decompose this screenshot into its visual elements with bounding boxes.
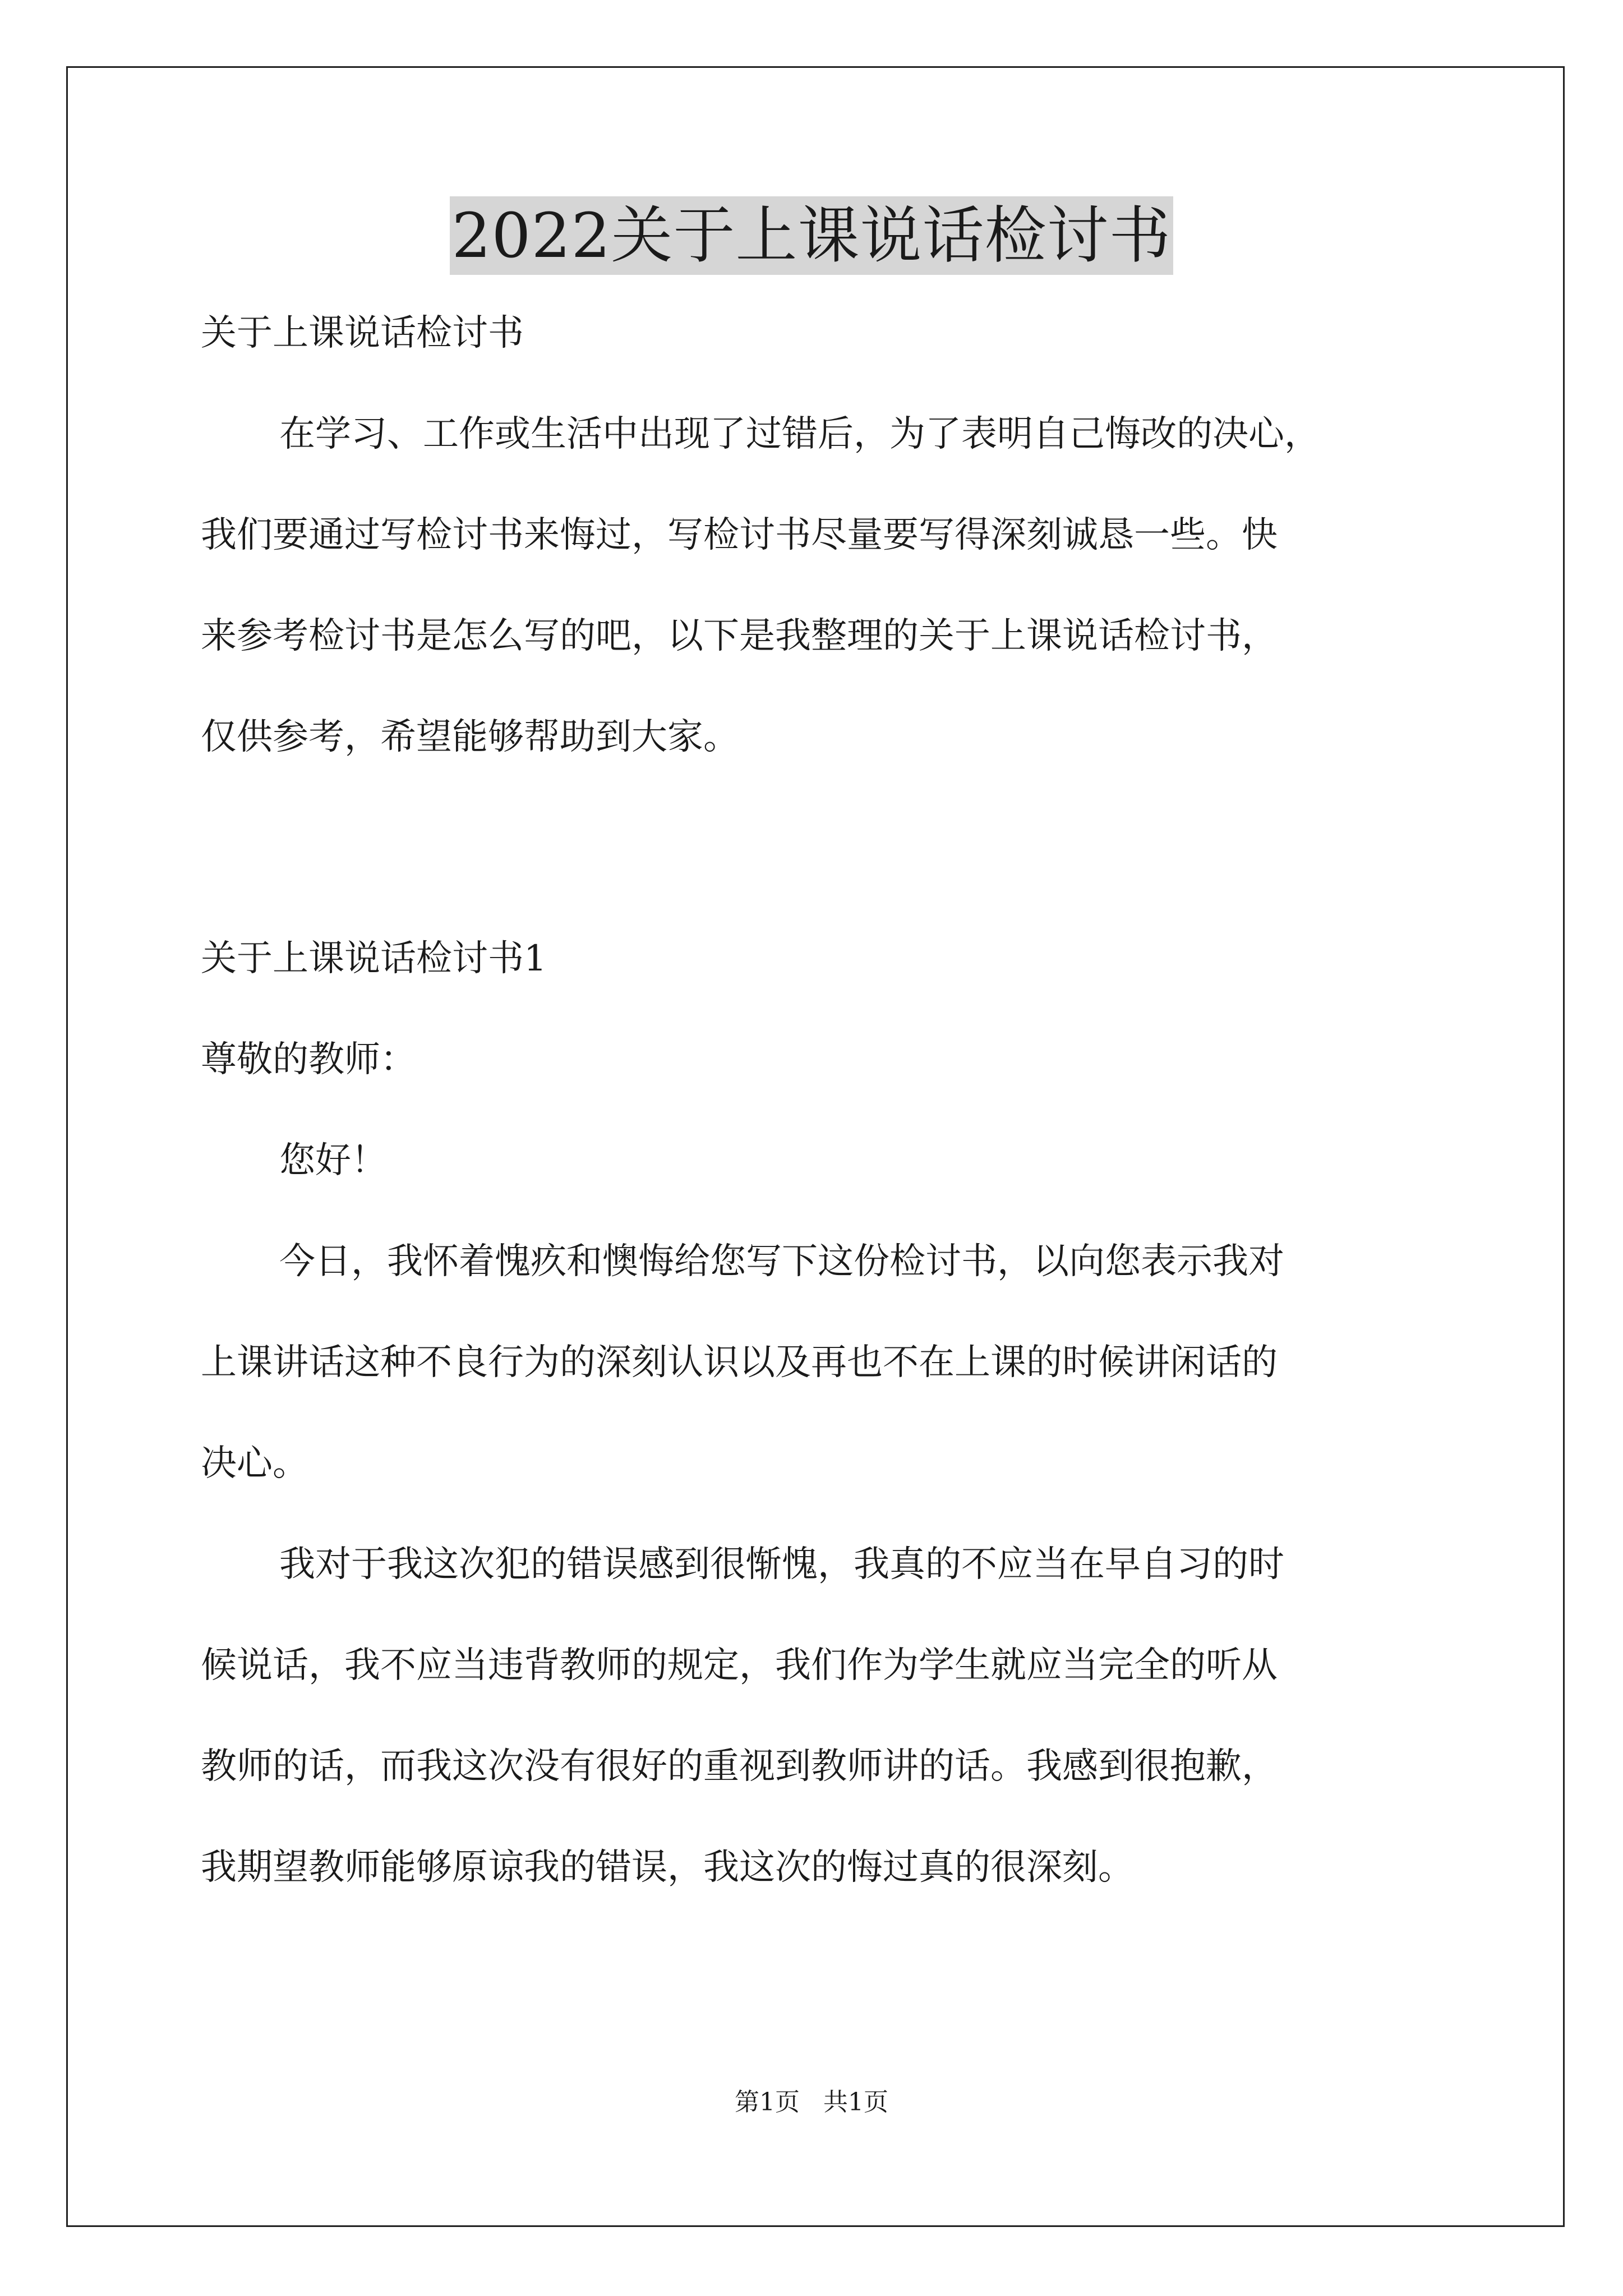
title-container [0, 196, 1623, 275]
paragraph-2-line-3: 教师的话，而我这次没有很好的重视到教师讲的话。我感到很抱歉， [201, 1746, 1278, 1787]
section-heading: 关于上课说话检讨书1 [201, 938, 547, 979]
paragraph-2-line-1: 我对于我这次犯的错误感到很惭愧，我真的不应当在早自习的时 [279, 1544, 1284, 1585]
intro-line-3: 来参考检讨书是怎么写的吧，以下是我整理的关于上课说话检讨书， [201, 615, 1278, 657]
paragraph-2-line-4: 我期望教师能够原谅我的错误，我这次的悔过真的很深刻。 [201, 1847, 1134, 1888]
paragraph-1-line-2: 上课讲话这种不良行为的深刻认识以及再也不在上课的时候讲闲话的 [201, 1342, 1278, 1383]
intro-line-2: 我们要通过写检讨书来悔过，写检讨书尽量要写得深刻诚恳一些。快 [201, 514, 1278, 556]
document-title: 2022关于上课说话检讨书 [450, 196, 1174, 275]
page-number-footer: 第1页 共1页 [735, 2088, 888, 2116]
intro-line-1: 在学习、工作或生活中出现了过错后，为了表明自己悔改的决心， [279, 413, 1320, 455]
paragraph-1-line-3: 决心。 [201, 1443, 308, 1484]
paragraph-1-line-1: 今日，我怀着愧疚和懊悔给您写下这份检讨书，以向您表示我对 [279, 1241, 1284, 1282]
paragraph-2-line-2: 候说话，我不应当违背教师的规定，我们作为学生就应当完全的听从 [201, 1645, 1278, 1686]
greeting: 您好！ [279, 1140, 387, 1181]
salutation: 尊敬的教师： [201, 1039, 416, 1080]
intro-line-4: 仅供参考，希望能够帮助到大家。 [201, 716, 739, 758]
subtitle: 关于上课说话检讨书 [201, 312, 524, 354]
